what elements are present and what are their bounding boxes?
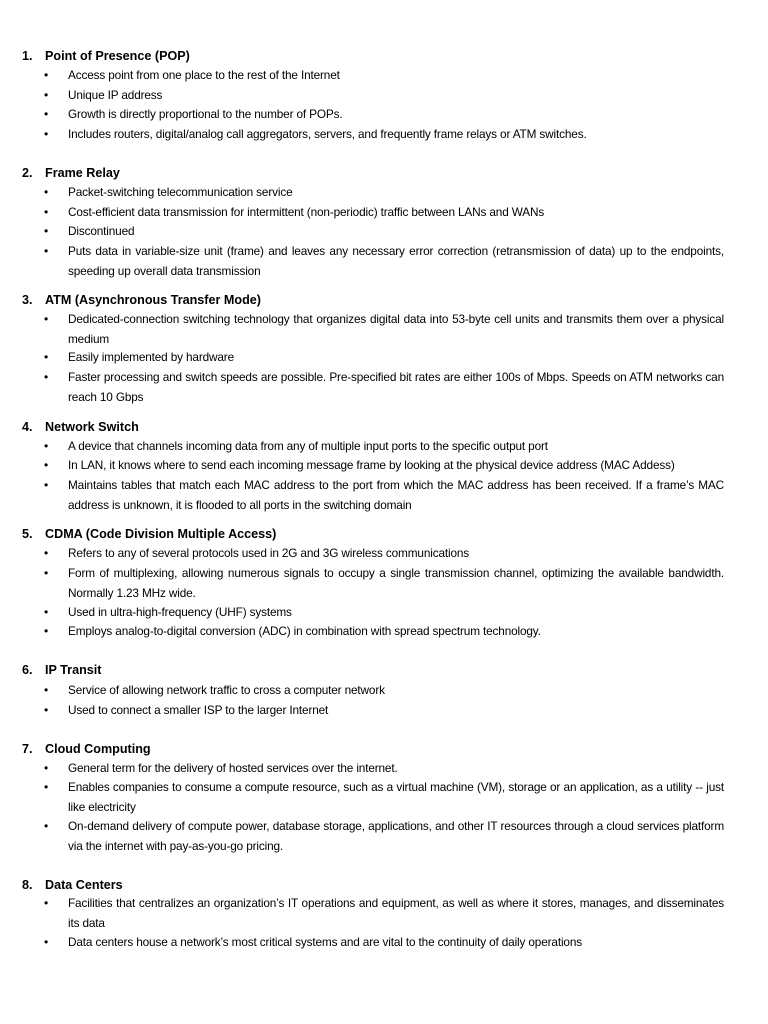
bullet-text: Easily implemented by hardware bbox=[68, 350, 234, 364]
bullet-icon: • bbox=[44, 566, 49, 580]
bullet-text: Includes routers, digital/analog call aggregators, servers, and frequently frame relays or ATM switches. bbox=[68, 127, 587, 141]
section-heading bbox=[22, 290, 261, 310]
list-item bbox=[44, 242, 724, 281]
bullet-icon: • bbox=[44, 205, 49, 219]
bullet-text: Unique IP address bbox=[68, 88, 163, 102]
list-item bbox=[44, 701, 724, 721]
list-item bbox=[44, 933, 724, 953]
list-item bbox=[44, 759, 724, 779]
section-number: 1. bbox=[22, 49, 33, 63]
list-item bbox=[44, 368, 724, 407]
section-number: 6. bbox=[22, 663, 33, 677]
section-number: 8. bbox=[22, 878, 33, 892]
bullet-icon: • bbox=[44, 244, 49, 258]
list-item bbox=[44, 66, 724, 86]
bullet-text: Dedicated-connection switching technology that organizes digital data into 53-byte cell units and transmits them over a physical medium bbox=[68, 312, 724, 346]
list-item bbox=[44, 622, 724, 642]
section-heading bbox=[22, 524, 276, 544]
section-heading bbox=[22, 417, 139, 437]
section-title: Cloud Computing bbox=[45, 742, 151, 756]
bullet-text: Used in ultra-high-frequency (UHF) systems bbox=[68, 605, 292, 619]
bullet-text: Refers to any of several protocols used in 2G and 3G wireless communications bbox=[68, 546, 470, 560]
section-heading bbox=[22, 875, 123, 895]
bullet-text: General term for the delivery of hosted services over the internet. bbox=[68, 761, 398, 775]
section-heading bbox=[22, 739, 151, 759]
section-title: Data Centers bbox=[45, 878, 123, 892]
bullet-text: Enables companies to consume a compute resource, such as a virtual machine (VM), storage or an application, as a utility -- just like electricity bbox=[68, 780, 724, 814]
bullet-icon: • bbox=[44, 185, 49, 199]
bullet-text: Service of allowing network traffic to cross a computer network bbox=[68, 683, 385, 697]
list-item bbox=[44, 544, 724, 564]
bullet-icon: • bbox=[44, 439, 49, 453]
section-title: Network Switch bbox=[45, 420, 139, 434]
list-item bbox=[44, 603, 724, 623]
bullet-icon: • bbox=[44, 312, 49, 326]
bullet-icon: • bbox=[44, 780, 49, 794]
section-number: 3. bbox=[22, 293, 33, 307]
bullet-text: On-demand delivery of compute power, database storage, applications, and other IT resources through a cloud services platform via the internet with pay-as-you-go pricing. bbox=[68, 819, 724, 853]
list-item bbox=[44, 778, 724, 817]
list-item bbox=[44, 681, 724, 701]
bullet-text: In LAN, it knows where to send each incoming message frame by looking at the physical device address (MAC Addess) bbox=[68, 458, 675, 472]
bullet-icon: • bbox=[44, 88, 49, 102]
bullet-icon: • bbox=[44, 761, 49, 775]
list-item bbox=[44, 564, 724, 603]
bullet-icon: • bbox=[44, 624, 49, 638]
section-title: Frame Relay bbox=[45, 166, 120, 180]
list-item bbox=[44, 894, 724, 933]
bullet-icon: • bbox=[44, 546, 49, 560]
bullet-text: Packet-switching telecommunication service bbox=[68, 185, 293, 199]
bullet-icon: • bbox=[44, 127, 49, 141]
bullet-text: Maintains tables that match each MAC address to the port from which the MAC address has been received. If a frame’s MAC address is unknown, it is flooded to all ports in the switching domain bbox=[68, 478, 724, 512]
bullet-icon: • bbox=[44, 819, 49, 833]
list-item bbox=[44, 125, 724, 145]
list-item bbox=[44, 86, 724, 106]
list-item bbox=[44, 203, 724, 223]
section-number: 5. bbox=[22, 527, 33, 541]
list-item bbox=[44, 310, 724, 349]
bullet-icon: • bbox=[44, 605, 49, 619]
bullet-icon: • bbox=[44, 703, 49, 717]
bullet-text: Growth is directly proportional to the number of POPs. bbox=[68, 107, 343, 121]
section-heading bbox=[22, 46, 190, 66]
bullet-icon: • bbox=[44, 68, 49, 82]
list-item bbox=[44, 222, 724, 242]
bullet-icon: • bbox=[44, 224, 49, 238]
list-item bbox=[44, 348, 724, 368]
section-number: 7. bbox=[22, 742, 33, 756]
bullet-text: Cost-efficient data transmission for intermittent (non-periodic) traffic between LANs and WANs bbox=[68, 205, 545, 219]
bullet-text: Puts data in variable-size unit (frame) and leaves any necessary error correction (retransmission of data) up to the endpoints, speeding up overall data transmission bbox=[68, 244, 724, 278]
section-number: 4. bbox=[22, 420, 33, 434]
bullet-icon: • bbox=[44, 683, 49, 697]
bullet-icon: • bbox=[44, 896, 49, 910]
section-title: IP Transit bbox=[45, 663, 102, 677]
section-number: 2. bbox=[22, 166, 33, 180]
list-item bbox=[44, 817, 724, 856]
bullet-icon: • bbox=[44, 458, 49, 472]
bullet-icon: • bbox=[44, 370, 49, 384]
section-heading bbox=[22, 163, 120, 183]
list-item bbox=[44, 183, 724, 203]
bullet-icon: • bbox=[44, 350, 49, 364]
bullet-icon: • bbox=[44, 107, 49, 121]
section-title: CDMA (Code Division Multiple Access) bbox=[45, 527, 277, 541]
bullet-icon: • bbox=[44, 478, 49, 492]
list-item bbox=[44, 476, 724, 515]
bullet-text: Data centers house a network’s most critical systems and are vital to the continuity of daily operations bbox=[68, 935, 582, 949]
section-heading bbox=[22, 660, 101, 680]
bullet-text: Used to connect a smaller ISP to the larger Internet bbox=[68, 703, 329, 717]
section-title: ATM (Asynchronous Transfer Mode) bbox=[45, 293, 261, 307]
list-item bbox=[44, 105, 724, 125]
bullet-text: Discontinued bbox=[68, 224, 135, 238]
bullet-text: Employs analog-to-digital conversion (ADC) in combination with spread spectrum technology. bbox=[68, 624, 541, 638]
bullet-text: Faster processing and switch speeds are possible. Pre-specified bit rates are either 100s of Mbps. Speeds on ATM networks can reach 10 Gbps bbox=[68, 370, 724, 404]
list-item bbox=[44, 437, 724, 457]
bullet-text: A device that channels incoming data from any of multiple input ports to the specific output port bbox=[68, 439, 548, 453]
section-title: Point of Presence (POP) bbox=[45, 49, 190, 63]
bullet-text: Facilities that centralizes an organization’s IT operations and equipment, as well as where it stores, manages, and disseminates its data bbox=[68, 896, 724, 930]
bullet-icon: • bbox=[44, 935, 49, 949]
bullet-text: Access point from one place to the rest of the Internet bbox=[68, 68, 340, 82]
bullet-text: Form of multiplexing, allowing numerous signals to occupy a single transmission channel, optimizing the available bandwidth. Normally 1.23 MHz wide. bbox=[68, 566, 724, 600]
list-item bbox=[44, 456, 724, 476]
